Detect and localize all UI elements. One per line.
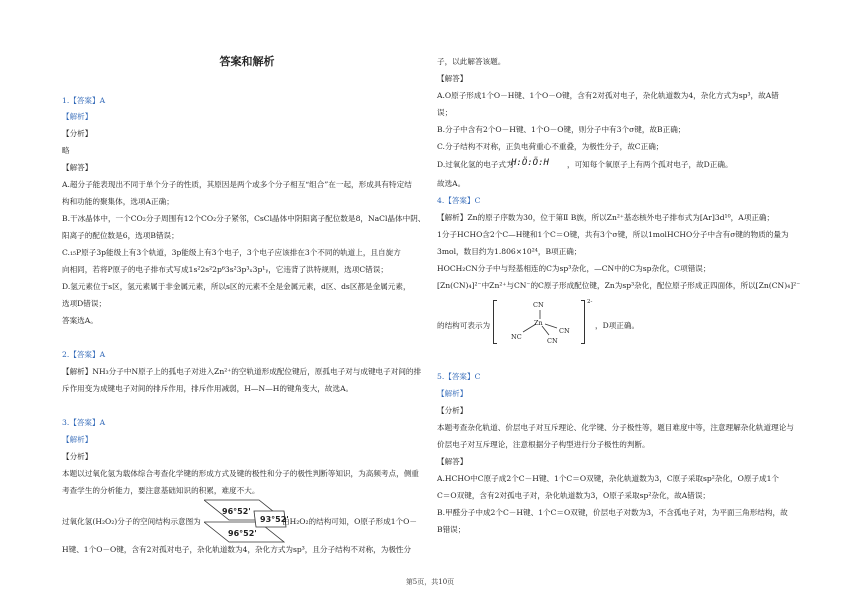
r-option-b: B.分子中含有2个O－H键、1个O－O键，则分子中有3个σ键，故B正确； — [437, 125, 686, 134]
angle-label-1: 96°52' — [222, 507, 251, 516]
complex-charge: 2- — [587, 299, 593, 305]
q4-line-5: [Zn(CN)₄]²⁻中Zn²⁺与CN⁻的C原子形成配位键，Zn为sp³杂化，配位原子形成正四面体，所以[Zn(CN)₄]²⁻ — [437, 281, 801, 290]
q1-jieda-label: 【解答】 — [62, 163, 93, 172]
q1-conclusion: 答案选A。 — [62, 316, 98, 325]
r-jieda-label: 【解答】 — [437, 74, 468, 83]
cn-ligand-top: CN — [533, 301, 544, 309]
q3-analysis-line2: 考查学生的分析能力，要注意基础知识的积累，难度不大。 — [62, 486, 260, 495]
cn-ligand-right: CN — [559, 327, 570, 335]
q1-answer-heading: 1.【答案】A — [62, 96, 106, 105]
q3-jiexi-label: 【解析】 — [62, 435, 93, 444]
q5-option-b-line2: B错误； — [437, 525, 466, 534]
q3-structure-text: 过氧化氢(H₂O₂)分子的空间结构示意图为 — [62, 517, 201, 526]
q1-jiexi-label: 【解析】 — [62, 112, 93, 121]
q1-option-b-line1: B.干冰晶体中，一个CO₂分子周围有12个CO₂分子紧邻，CsCl晶体中阴阳离子配位数是8，NaCl晶体中阴、 — [62, 214, 426, 223]
q5-jiexi-label: 【解析】 — [437, 389, 468, 398]
q4-line-3: 3mol，数目约为1.806×10²⁴，B项正确； — [437, 247, 582, 256]
q5-option-b-line1: B.甲醛分子中成2个C－H键、1个C＝O双键，价层电子对数为3，不含孤电子对，为平面三角形结构，故 — [437, 508, 788, 517]
r-conclusion: 故选A。 — [437, 179, 466, 188]
q5-analysis-line2: 价层电子对互斥理论，注意根据分子构型进行分子极性的判断。 — [437, 440, 650, 449]
page-title: 答案和解析 — [219, 55, 275, 68]
q4-line-4: HOCH₂CN分子中与羟基相连的C为sp³杂化，—CN中的C为sp杂化，C项错误； — [437, 264, 711, 273]
q1-option-b-line2: 阳离子的配位数是6，选项B错误； — [62, 231, 179, 240]
q3-fenxi-label: 【分析】 — [62, 452, 93, 461]
q4-line-6-end: ，D项正确。 — [595, 321, 640, 330]
zn-center-atom: Zn — [534, 319, 543, 327]
q5-jieda-label: 【解答】 — [437, 457, 468, 466]
q1-fenxi-label: 【分析】 — [62, 129, 93, 138]
q5-analysis-line1: 本题考查杂化轨道、价层电子对互斥理论、化学键、分子极性等，题目难度中等，注意理解杂化轨道理论与 — [437, 423, 794, 432]
r-option-a-line1: A.O原子形成1个O－H键、1个O－O键，含有2对孤对电子，杂化轨道数为4，杂化方式为sp³，故A错 — [437, 91, 779, 100]
cn-ligand-left: NC — [511, 333, 522, 341]
q5-option-a-line1: A.HCHO中C原子成2个C－H键、1个C＝O双键，杂化轨道数为3，C原子采取sp²杂化，O原子成1个 — [437, 474, 780, 483]
q4-line-1: 【解析】Zn的原子序数为30，位于第Ⅱ B族，所以Zn²⁺基态核外电子排布式为[Ar]3d¹⁰，A项正确； — [437, 213, 775, 222]
q1-option-c-line1: C.₁₅P原子3p能级上有3个轨道，3p能级上有3个电子，3个电子应该排在3个不同的轨道上，且自旋方 — [62, 248, 401, 257]
q4-line-6-start: 的结构可表示为 — [437, 321, 491, 330]
bond-right — [545, 324, 557, 328]
q2-explanation-line1: 【解析】NH₃分子中N原子上的孤电子对进入Zn²⁺的空轨道形成配位键后，原孤电子对与成键电子对间的排 — [62, 367, 422, 376]
angle-label-2: 93°52' — [260, 515, 289, 524]
page-footer: 第5页，共10页 — [405, 578, 455, 586]
q3-structure-line2: H键、1个O－O键，含有2对孤对电子，杂化轨道数为4，杂化方式为sp³，且分子结构不对称，为极性分 — [62, 545, 412, 554]
r-option-c: C.分子结构不对称，正负电荷重心不重叠，为极性分子，故C正确； — [437, 142, 664, 151]
q2-answer-heading: 2.【答案】A — [62, 350, 106, 359]
angle-label-3: 96°52' — [228, 529, 257, 538]
q5-fenxi-label: 【分析】 — [437, 406, 468, 415]
q2-explanation-line2: 斥作用变为成键电子对间的排斥作用，排斥作用减弱，H—N—H的键角变大，故选A。 — [62, 384, 354, 393]
q1-option-c-line2: 向相同，若将P原子的电子排布式写成1s²2s²2p⁶3s²3p³ₓ3p¹ᵧ，它违背了洪特规则，选项C错误； — [62, 265, 388, 274]
r-option-a-line2: 误； — [437, 108, 453, 117]
q1-option-a-line1: A.超分子能表现出不同于单个分子的性质，其原因是两个或多个分子相互“组合”在一起，形成具有特定结 — [62, 180, 412, 189]
q3-analysis-line1: 本题以过氧化氢为载体综合考查化学键的形成方式及键的极性和分子的极性判断等知识，为高频考点，侧重 — [62, 469, 419, 478]
q4-line-2: 1分子HCHO含2个C—H键和1个C＝O键，共有3个σ键，所以1molHCHO分子中含有σ键的物质的量为 — [437, 230, 789, 239]
h2o2-electron-formula: H:Ö:Ö:H — [511, 158, 549, 168]
q5-option-a-line2: C＝O双键，含有2对孤电子对，杂化轨道数为3，O原子采取sp²杂化，故A错误； — [437, 491, 711, 500]
zn-cn4-structure — [493, 298, 593, 346]
cn-ligand-bottom: CN — [547, 337, 558, 345]
q1-option-d-line1: D.氢元素位于s区，氢元素属于非金属元素，所以s区的元素不全是金属元素，d区、ds区都是金属元素， — [62, 282, 411, 291]
bond-bottom — [542, 326, 549, 335]
q1-option-a-line2: 构和功能的聚集体，选项A正确； — [62, 197, 174, 206]
q3-structure-text-cont: 由H₂O₂的结构可知，O原子形成1个O－ — [282, 517, 417, 526]
q3-answer-heading: 3.【答案】A — [62, 418, 106, 427]
r-option-d-end: ，可知每个氧原子上有两个孤对电子，故D正确。 — [567, 160, 733, 169]
q4-answer-heading: 4.【答案】C — [437, 196, 481, 205]
r-line-1: 子，以此解答该题。 — [437, 57, 506, 66]
r-option-d-start: D.过氧化氢的电子式为 — [437, 160, 514, 169]
q1-option-d-line2: 选项D错误； — [62, 299, 107, 308]
q1-lue: 略 — [62, 146, 70, 155]
q5-answer-heading: 5.【答案】C — [437, 372, 481, 381]
